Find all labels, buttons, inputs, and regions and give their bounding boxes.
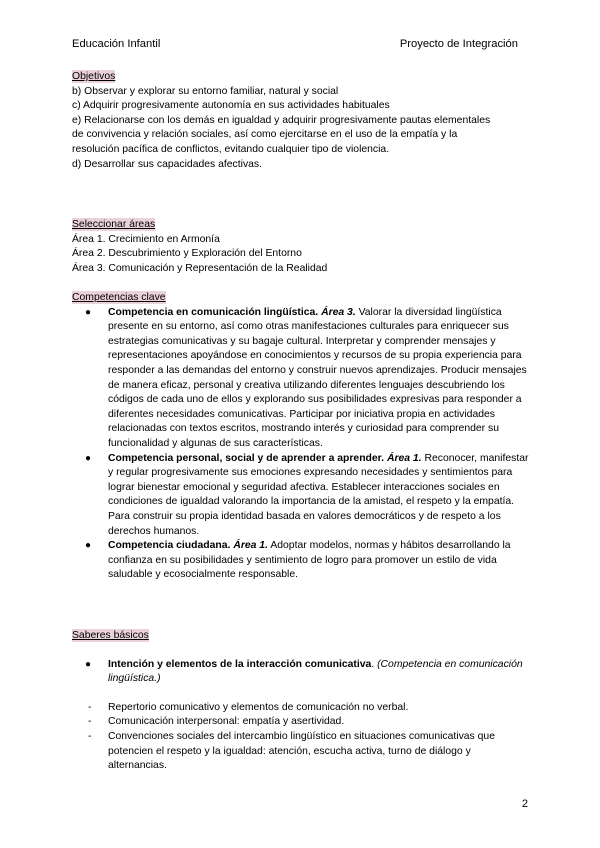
saberes-bullet-list — [72, 658, 532, 687]
bullet-icon: ● — [85, 540, 92, 552]
competencia-title: Competencia en comunicación lingüística. — [108, 306, 319, 318]
saber-title: Intención y elementos de la interacción comunicativa — [108, 658, 372, 670]
dash-marker: - — [88, 716, 92, 728]
objetivo-line: de convivencia y relación sociales, así como ejercitarse en el uso de la empatía y la — [72, 129, 458, 141]
saberes-dash-list — [72, 701, 532, 774]
dash-marker: - — [88, 701, 92, 713]
header-right: Proyecto de Integración — [399, 38, 518, 50]
saber-item: Convenciones sociales del intercambio lingüístico en situaciones comunicativas que potencien el respeto y la igualdad: atención, escucha activa, turno de diálogo y alternancias. — [108, 730, 495, 772]
area-line: Área 2. Descubrimiento y Exploración del Entorno — [72, 248, 302, 260]
list-item — [72, 715, 532, 730]
objetivo-line: e) Relacionarse con los demás en igualdad y adquirir progresivamente pautas elementales — [72, 114, 491, 126]
competencia-title: Competencia personal, social y de aprender a aprender. — [108, 452, 385, 464]
list-item — [72, 730, 532, 774]
saber-item: Comunicación interpersonal: empatía y asertividad. — [108, 716, 345, 728]
saberes-section — [72, 629, 532, 774]
areas-section — [72, 218, 532, 276]
list-item — [72, 701, 532, 716]
list-item — [72, 539, 532, 583]
competencia-title: Competencia ciudadana. — [108, 540, 231, 552]
competencias-heading: Competencias clave — [72, 292, 166, 303]
competencia-area: Área 1. — [233, 540, 268, 552]
list-item — [72, 306, 532, 452]
objetivo-line: b) Observar y explorar su entorno familiar, natural y social — [72, 85, 339, 97]
bullet-icon: ● — [85, 306, 92, 318]
objetivo-line: resolución pacífica de conflictos, evitando cualquier tipo de violencia. — [72, 143, 390, 155]
areas-heading: Seleccionar áreas — [72, 219, 156, 230]
objetivos-section — [72, 70, 532, 172]
bullet-icon: ● — [85, 452, 92, 464]
competencia-text: Reconocer, manifestar y regular progresivamente sus emociones expresando necesidades y sentimientos para lograr bienestar emocional y seguridad afectiva. Establecer interacciones sociales en condiciones de igualdad valorando la importancia de la amistad, el respeto y la empatía. Para construir su propia identidad basada en valores democráticos y de respeto a los derechos humanos. — [108, 452, 529, 537]
page-number: 2 — [521, 798, 528, 810]
competencia-text: Adoptar modelos, normas y hábitos desarrollando la confianza en su posibilidades y sentimiento de logro para promover un estilo de vida saludable y ecosocialmente responsable. — [108, 540, 511, 581]
objetivos-heading: Objetivos — [72, 71, 116, 82]
list-item: ● Intención y elementos de la interacción comunicativa. (Competencia en comunicación lingüística.) — [85, 658, 523, 685]
competencia-area: Área 1. — [386, 452, 422, 464]
header-left: Educación Infantil — [72, 38, 161, 50]
list-item — [72, 452, 532, 540]
competencia-area: Área 3. — [321, 306, 356, 318]
area-line: Área 1. Crecimiento en Armonía — [72, 233, 220, 245]
saber-item: Repertorio comunicativo y elementos de comunicación no verbal. — [108, 701, 409, 713]
area-line: Área 3. Comunicación y Representación de la Realidad — [72, 262, 328, 274]
saberes-heading: Saberes básicos — [72, 630, 149, 641]
dash-marker: - — [88, 730, 92, 742]
competencias-section — [72, 291, 532, 583]
objetivo-line: c) Adquirir progresivamente autonomía en sus actividades habituales — [72, 100, 390, 112]
bullet-icon: ● — [85, 658, 92, 670]
competencias-list — [72, 306, 532, 583]
saber-note: (Competencia en comunicación lingüística.) — [108, 658, 523, 685]
objetivo-line: d) Desarrollar sus capacidades afectivas. — [72, 158, 263, 170]
competencia-text: Valorar la diversidad lingüística presente en su entorno, así como otras manifestaciones culturales para enriquecer sus estrategias comunicativas y su bagaje cultural. Interpretar y comprender mensajes y representaciones apoyándose en conocimientos y recursos de su propia experiencia para responder a las demandas del entorno y construir nuevos aprendizajes. Producir mensajes de manera eficaz, personal y creativa utilizando diferentes lenguajes descubriendo los códigos de cada uno de ellos y explorando sus posibilidades expresivas para responder a diferentes necesidades comunicativas. Participar por iniciativa propia en actividades relacionadas con textos escritos, mostrando interés y curiosidad para comprender su funcionalidad y algunas de sus características. — [108, 306, 527, 449]
